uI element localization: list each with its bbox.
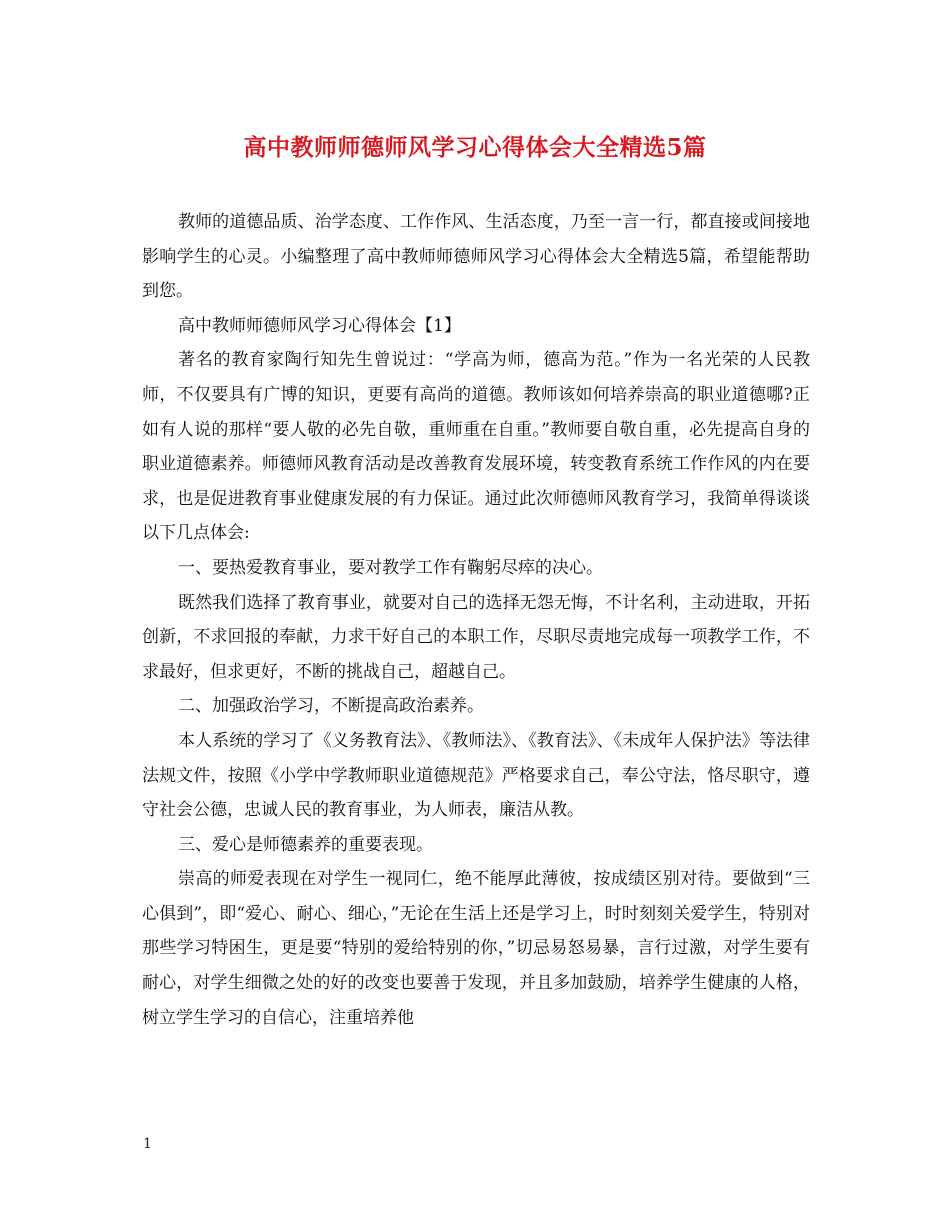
page-title: 高中教师师德师风学习心得体会大全精选5篇 xyxy=(243,134,707,161)
section-heading-1: 高中教师师德师风学习心得体会【1】 xyxy=(178,315,461,336)
paragraph: 崇高的师爱表现在对学生一视同仁，绝不能厚此薄彼，按成绩区别对待。要做到“三心俱到”，即“爱心、耐心、细心，”无论在生活上还是学习上，时时刻刻关爱学生，特别对那些学习特困生，更是要“特别的爱给特别的你，”切忌易怒易暴，言行过激，对学生要有耐心，对学生细微之处的好的改变也要善于发现，并且多加鼓励，培养学生健康的人格，树立学生学习的自信心，注重培养他 xyxy=(142,869,810,1028)
paragraph-intro: 教师的道德品质、治学态度、工作作风、生活态度，乃至一言一行，都直接或间接地影响学生的心灵。小编整理了高中教师师德师风学习心得体会大全精选5篇，希望能帮助到您。 xyxy=(142,212,810,302)
paragraph: 著名的教育家陶行知先生曾说过：“学高为师，德高为范。”作为一名光荣的人民教师，不仅要具有广博的知识，更要有高尚的道德。教师该如何培养崇高的职业道德哪?正如有人说的那样“要人敬的必先自敬，重师重在自重。”教师要自敬自重，必先提高自身的职业道德素养。师德师风教育活动是改善教育发展环境，转变教育系统工作作风的内在要求，也是促进教育事业健康发展的有力保证。通过此次师德师风教育学习，我简单得谈谈以下几点体会: xyxy=(142,350,810,544)
point-heading-1: 一、要热爱教育事业，要对教学工作有鞠躬尽瘁的决心。 xyxy=(178,557,603,578)
point-heading-2: 二、加强政治学习，不断提高政治素养。 xyxy=(178,696,484,717)
document-body xyxy=(142,205,810,1035)
page-number: 1 xyxy=(143,1136,152,1152)
point-heading-3: 三、爱心是师德素养的重要表现。 xyxy=(178,834,433,855)
paragraph: 本人系统的学习了《义务教育法》、《教师法》、《教育法》、《未成年人保护法》等法律法规文件，按照《小学中学教师职业道德规范》严格要求自己，奉公守法，恪尽职守，遵守社会公德，忠诚人民的教育事业，为人师表，廉洁从教。 xyxy=(142,730,810,821)
paragraph: 既然我们选择了教育事业，就要对自己的选择无怨无悔，不计名利，主动进取，开拓创新，不求回报的奉献，力求干好自己的本职工作，尽职尽责地完成每一项教学工作，不求最好，但求更好，不断的挑战自己，超越自己。 xyxy=(142,592,810,682)
